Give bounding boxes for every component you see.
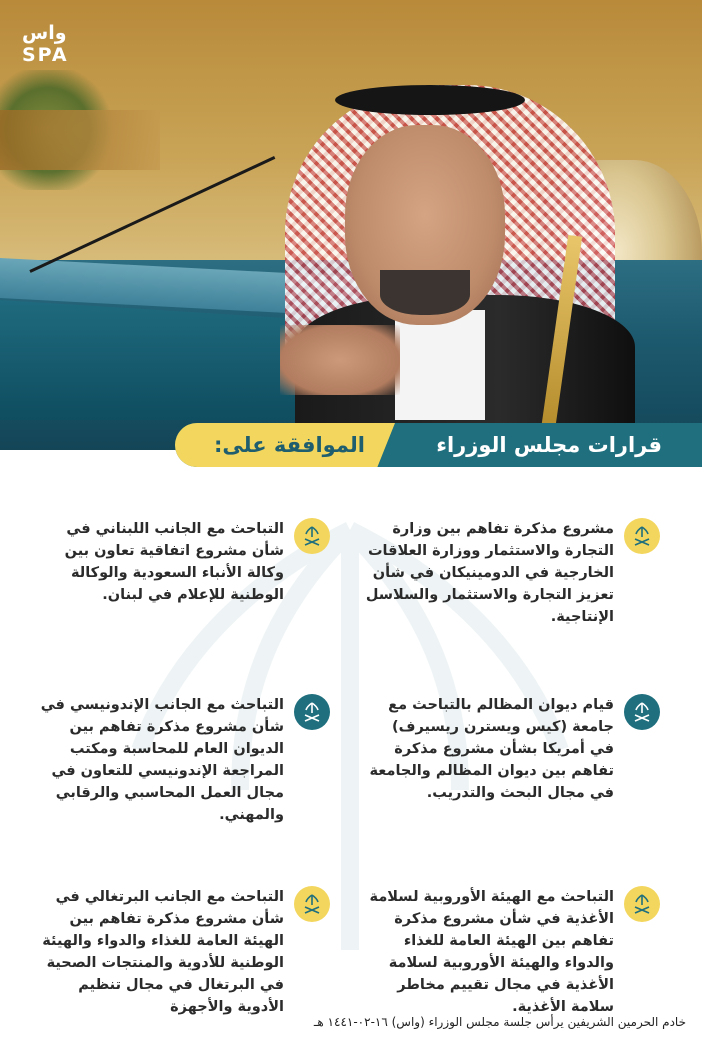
decision-text: التباحث مع الجانب الإندونيسي في شأن مشروع مذكرة تفاهم بين الديوان العام للمحاسبة ومكتب المراجعة الإندونيسي للتعاون في مجال العمل المحاسبي والرقابي والمهني. bbox=[40, 697, 284, 823]
palm-swords-icon bbox=[294, 694, 330, 730]
decision-item bbox=[360, 518, 660, 648]
palm-swords-icon bbox=[624, 518, 660, 554]
decision-text: التباحث مع الجانب اللبناني في شأن مشروع اتفاقية تعاون بين وكالة الأنباء السعودية والوكالة الوطنية للإعلام في لبنان. bbox=[64, 521, 284, 603]
decision-text: التباحث مع الجانب البرتغالي في شأن مشروع مذكرة تفاهم بين الهيئة العامة للغذاء والدواء والهيئة الوطنية للأدوية والمنتجات الصحية في البرتغال في مجال تنظيم الأدوية والأجهزة bbox=[42, 889, 284, 1015]
page-title: قرارات مجلس الوزراء bbox=[436, 433, 662, 457]
wall-panel bbox=[0, 110, 160, 170]
header-photo bbox=[0, 0, 702, 450]
decision-item bbox=[40, 886, 330, 1015]
logo-latin: SPA bbox=[22, 44, 69, 66]
title-banner bbox=[175, 423, 702, 467]
palm-swords-icon bbox=[294, 518, 330, 554]
logo-arabic: واس bbox=[22, 22, 67, 44]
decision-item bbox=[360, 694, 660, 824]
spa-logo bbox=[22, 22, 92, 72]
palm-swords-icon bbox=[624, 886, 660, 922]
decision-item bbox=[40, 518, 330, 628]
highlight-text: الموافقة على: bbox=[214, 433, 365, 457]
decision-item bbox=[360, 886, 660, 1015]
decision-text: مشروع مذكرة تفاهم بين وزارة التجارة والاستثمار ووزارة العلاقات الخارجية في الدومينيكان في شأن تعزيز التجارة والاستثمار والسلاسل الإنتاجية. bbox=[365, 521, 614, 625]
photo-caption: خادم الحرمين الشريفين يرأس جلسة مجلس الوزراء (واس) ١٦-٠٢-١٤٤١ هـ bbox=[313, 1015, 686, 1029]
decision-text: قيام ديوان المظالم بالتباحث مع جامعة (كيس ويسترن ريسيرف) في أمريكا بشأن مشروع مذكرة تفاهم بين ديوان المظالم والجامعة في مجال البحث والتدريب. bbox=[369, 697, 614, 801]
person-figure bbox=[285, 55, 645, 415]
decision-item bbox=[40, 694, 330, 834]
decision-text: التباحث مع الهيئة الأوروبية لسلامة الأغذية في شأن مشروع مذكرة تفاهم بين الهيئة العامة للغذاء والدواء والهيئة الأوروبية لسلامة الأغذية في مجال تقييم مخاطر سلامة الأغذية. bbox=[369, 889, 614, 1015]
palm-swords-icon bbox=[624, 694, 660, 730]
palm-swords-icon bbox=[294, 886, 330, 922]
